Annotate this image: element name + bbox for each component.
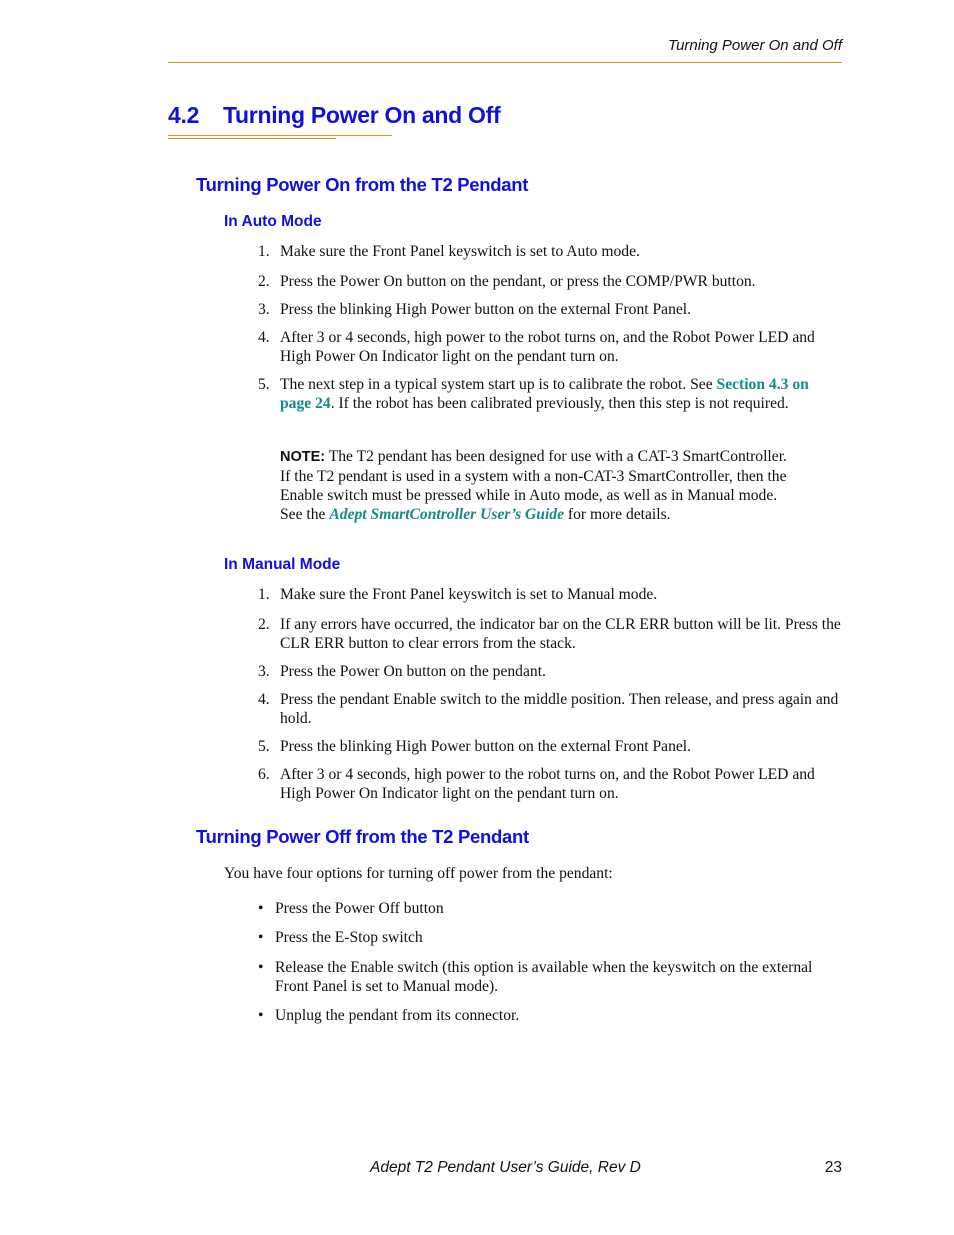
smartcontroller-guide-link[interactable]: Adept SmartController User’s Guide (329, 506, 565, 523)
step-number: 4. (258, 329, 270, 346)
auto-mode-heading: In Auto Mode (224, 213, 322, 230)
bullet-text: Release the Enable switch (this option is available when the keyswitch on the external Front Panel is set to Manual mode). (275, 959, 813, 995)
step-text: Press the Power On button on the pendant. (280, 663, 546, 680)
bullet-icon: • (258, 1007, 264, 1024)
step-text: If any errors have occurred, the indicator bar on the CLR ERR button will be lit. Press the CLR ERR button to clear errors from the stack. (280, 616, 841, 652)
step-text: After 3 or 4 seconds, high power to the robot turns on, and the Robot Power LED and High Power On Indicator light on the pendant turn on. (280, 766, 815, 802)
note-text-after: for more details. (564, 506, 671, 523)
manual-step-5 (258, 737, 842, 756)
auto-step-5 (258, 375, 842, 413)
page-number: 23 (824, 1159, 842, 1176)
note-block (280, 447, 800, 524)
power-off-option-4 (258, 1006, 828, 1025)
step-number: 3. (258, 663, 270, 680)
manual-step-3 (258, 662, 842, 681)
bullet-text: Press the E-Stop switch (275, 929, 423, 946)
step-number: 5. (258, 376, 270, 393)
note-label: NOTE: (280, 449, 326, 465)
auto-step-4 (258, 328, 842, 366)
step-number: 3. (258, 301, 270, 318)
title-underline-short (168, 138, 336, 139)
manual-step-2 (258, 615, 842, 653)
manual-mode-heading: In Manual Mode (224, 556, 341, 573)
manual-step-6 (258, 765, 842, 803)
section-number: 4.2 (168, 102, 200, 128)
section-4-3-link[interactable]: Section 4.3 on page 24 (280, 376, 809, 412)
title-underline (168, 135, 392, 136)
bullet-icon: • (258, 959, 264, 976)
section-title (168, 102, 500, 129)
step-number: 6. (258, 766, 270, 783)
header-rule (168, 62, 842, 63)
manual-step-1 (258, 585, 842, 604)
step-text: Press the Power On button on the pendant, or press the COMP/PWR button. (280, 273, 756, 290)
step-text-after: . If the robot has been calibrated previously, then this step is not required. (330, 395, 789, 412)
bullet-text: Unplug the pendant from its connector. (275, 1007, 520, 1024)
step-number: 2. (258, 273, 270, 290)
power-off-heading: Turning Power Off from the T2 Pendant (196, 826, 529, 847)
power-off-option-1 (258, 899, 828, 918)
bullet-text: Press the Power Off button (275, 900, 444, 917)
step-text: Press the blinking High Power button on the external Front Panel. (280, 301, 692, 318)
bullet-icon: • (258, 929, 264, 946)
step-number: 2. (258, 616, 270, 633)
step-text (280, 375, 842, 413)
power-off-option-2 (258, 928, 828, 947)
auto-step-2 (258, 272, 842, 291)
step-number: 5. (258, 738, 270, 755)
bullet-icon: • (258, 900, 264, 917)
manual-step-4 (258, 690, 842, 728)
footer-doc-title: Adept T2 Pendant User’s Guide, Rev D (370, 1159, 641, 1176)
step-text: Press the blinking High Power button on the external Front Panel. (280, 738, 692, 755)
step-text: After 3 or 4 seconds, high power to the robot turns on, and the Robot Power LED and High Power On Indicator light on the pendant turn on. (280, 329, 815, 365)
step-text: Make sure the Front Panel keyswitch is set to Manual mode. (280, 586, 658, 603)
step-text: Press the pendant Enable switch to the middle position. Then release, and press again and hold. (280, 691, 839, 727)
power-on-heading: Turning Power On from the T2 Pendant (196, 174, 529, 195)
step-number: 4. (258, 691, 270, 708)
step-text: Make sure the Front Panel keyswitch is set to Auto mode. (280, 243, 640, 260)
step-number: 1. (258, 586, 270, 603)
power-off-intro: You have four options for turning off power from the pendant: (224, 865, 613, 882)
running-header: Turning Power On and Off (668, 37, 842, 54)
auto-step-1 (258, 242, 842, 261)
section-title-text: Turning Power On and Off (223, 102, 501, 128)
note-text-before: The T2 pendant has been designed for use with a CAT-3 SmartController. If the T2 pendant is used in a system with a non-CAT-3 SmartController, then the Enable switch must be pressed while in Auto mode, as well as in Manual mode. See the (280, 448, 787, 523)
step-number: 1. (258, 243, 270, 260)
step-text-before: The next step in a typical system start up is to calibrate the robot. See (280, 376, 717, 393)
auto-step-3 (258, 300, 842, 319)
power-off-option-3 (258, 958, 828, 996)
